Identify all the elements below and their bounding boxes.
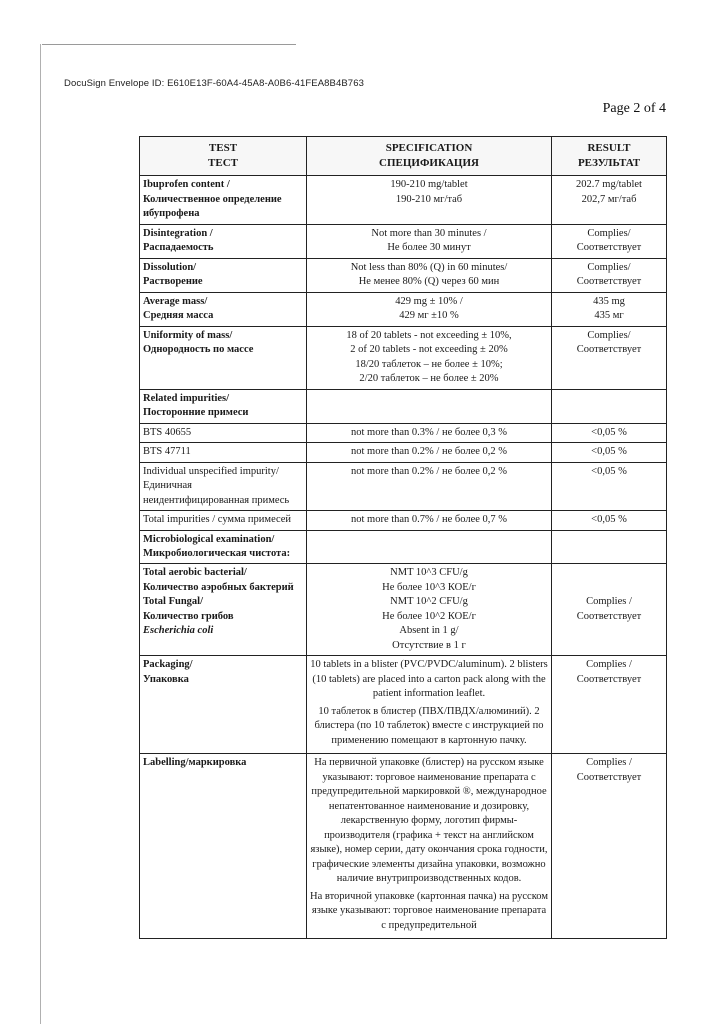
test-label: Единичная (143, 480, 193, 492)
test-label: Related impurities/ (143, 392, 230, 404)
spec-text: Not more than 30 minutes / (371, 227, 487, 239)
result-labelling (552, 754, 667, 939)
spec-text: NMT 10^2 CFU/g (390, 596, 468, 608)
table-row (140, 564, 667, 656)
spec-text: Не более 10^3 КОЕ/г (382, 581, 476, 593)
test-label: Распадаемость (143, 242, 214, 254)
result-uniformity (552, 326, 667, 389)
header-test-ru: ТЕСТ (208, 157, 238, 170)
result-text: 435 mg (593, 295, 625, 307)
spec-text: 2 of 20 tablets - not exceeding ± 20% (350, 344, 508, 356)
spec-ibuprofen (307, 176, 552, 224)
result-text: Complies / (586, 596, 632, 608)
result-individual-impurity: <0,05 % (552, 462, 667, 510)
header-specification (307, 137, 552, 176)
spec-text: 190-210 mg/tablet (390, 179, 468, 191)
spec-uniformity (307, 326, 552, 389)
test-disintegration (140, 224, 307, 258)
test-label: Посторонние примеси (143, 407, 249, 419)
table-row (140, 224, 667, 258)
spec-dissolution (307, 258, 552, 292)
envelope-id: DocuSign Envelope ID: E610E13F-60A4-45A8-A0B6-41FEA8B4B763 (64, 78, 364, 89)
table-row (140, 511, 667, 530)
left-edge-rule (40, 44, 41, 1024)
test-label: Микробиологическая чистота: (143, 548, 291, 559)
test-uniformity (140, 326, 307, 389)
table-row (140, 292, 667, 326)
test-label: неидентифицированная примесь (143, 494, 290, 506)
header-row (140, 137, 667, 176)
spec-text: Не более 30 минут (387, 242, 471, 254)
spec-microbiological (307, 530, 552, 564)
spec-related-impurities (307, 389, 552, 423)
test-label: Упаковка (143, 673, 189, 685)
result-text: Соответствует (576, 673, 642, 685)
result-disintegration (552, 224, 667, 258)
table-row (140, 443, 667, 462)
test-average-mass (140, 292, 307, 326)
table-row (140, 258, 667, 292)
test-label: Individual unspecified impurity/ (143, 465, 279, 477)
result-text: Соответствует (576, 242, 642, 254)
spec-text: Не более 10^2 КОЕ/г (382, 610, 476, 622)
spec-text: На вторичной упаковке (картонная пачка) на русском языке указывают: торговое наименование препарата с предупредительной (310, 890, 548, 931)
result-packaging (552, 656, 667, 754)
spec-text: Не менее 80% (Q) через 60 мин (358, 276, 500, 288)
spec-labelling (307, 754, 552, 939)
result-total-impurities: <0,05 % (552, 511, 667, 530)
header-result (552, 137, 667, 176)
test-label: Количество аэробных бактерий (143, 581, 294, 593)
table-row (140, 530, 667, 564)
test-labelling: Labelling/маркировка (140, 754, 307, 939)
table-row (140, 656, 667, 754)
table-row (140, 462, 667, 510)
test-total-impurities: Total impurities / сумма примесей (140, 511, 307, 530)
test-micro-details (140, 564, 307, 656)
spec-text: 190-210 мг/таб (395, 193, 463, 205)
result-text: Соответствует (576, 276, 642, 288)
result-text: Соответствует (576, 344, 642, 356)
result-average-mass (552, 292, 667, 326)
spec-text: 18/20 таблеток – не более ± 10%; (355, 358, 503, 370)
spec-text: 429 мг ±10 % (399, 310, 459, 322)
header-result-ru: РЕЗУЛЬТАТ (577, 157, 641, 170)
spec-text: 10 tablets in a blister (PVC/PVDC/aluminum). 2 blisters (10 tablets) are placed into a carton pack along with the patient information leaflet. (310, 659, 548, 700)
test-microbiological (140, 530, 307, 564)
result-microbiological (552, 530, 667, 564)
header-result-en: RESULT (587, 142, 631, 154)
test-label: Ibuprofen content / (143, 179, 230, 191)
table-row (140, 326, 667, 389)
spec-text: NMT 10^3 CFU/g (390, 567, 468, 579)
result-text: Complies/ (587, 329, 631, 341)
test-label: Average mass/ (143, 295, 208, 307)
page-number: Page 2 of 4 (602, 101, 666, 116)
spec-bts-40655: not more than 0.3% / не более 0,3 % (307, 423, 552, 442)
test-bts-40655: BTS 40655 (140, 423, 307, 442)
spec-disintegration (307, 224, 552, 258)
spec-text: Absent in 1 g/ (399, 625, 459, 637)
result-micro-details (552, 564, 667, 656)
test-label: Disintegration / (143, 227, 213, 239)
test-label: Total aerobic bacterial/ (143, 567, 247, 579)
specification-table (139, 136, 667, 939)
test-bts-47711: BTS 47711 (140, 443, 307, 462)
test-label: Количественное определение (143, 193, 282, 205)
result-text: Complies/ (587, 227, 631, 239)
spec-micro-details (307, 564, 552, 656)
header-spec-en: SPECIFICATION (385, 142, 473, 154)
spec-average-mass (307, 292, 552, 326)
test-label: Растворение (143, 276, 203, 288)
test-label: Microbiological examination/ (143, 533, 275, 545)
spec-text: 429 mg ± 10% / (395, 295, 463, 307)
header-test-en: TEST (208, 142, 238, 154)
spec-packaging (307, 656, 552, 754)
test-individual-impurity (140, 462, 307, 510)
result-text: Соответствует (576, 610, 642, 622)
spec-text: На первичной упаковке (блистер) на русском языке указывают: торговое наименование препарата с предупредительной маркировкой ®, международное непатентованное наименование и дозировку, лекарственную форму, логотип фирмы-производителя (графика + текст на английском языке), номер серии, дату окончания срока годности, графические элементы дизайна упаковки, возможно наличие внутрипроизводственных кодов. (310, 757, 548, 885)
test-related-impurities (140, 389, 307, 423)
result-text: Complies/ (587, 261, 631, 273)
spec-individual-impurity: not more than 0.2% / не более 0,2 % (307, 462, 552, 510)
table-row (140, 389, 667, 423)
spec-text: 18 of 20 tablets - not exceeding ± 10%, (346, 329, 512, 341)
result-text: 435 мг (594, 310, 624, 322)
table-row (140, 176, 667, 224)
header-test (140, 137, 307, 176)
result-dissolution (552, 258, 667, 292)
result-ibuprofen (552, 176, 667, 224)
test-dissolution (140, 258, 307, 292)
result-text: Соответствует (576, 771, 642, 783)
test-label: Однородность по массе (143, 344, 254, 356)
test-label: Количество грибов (143, 610, 234, 622)
result-bts-47711: <0,05 % (552, 443, 667, 462)
top-edge-rule (42, 44, 296, 45)
test-label: Uniformity of mass/ (143, 329, 233, 341)
spec-total-impurities: not more than 0.7% / не более 0,7 % (307, 511, 552, 530)
spec-text: Not less than 80% (Q) in 60 minutes/ (350, 261, 508, 273)
test-label: Dissolution/ (143, 261, 197, 273)
test-label: Escherichia coli (143, 625, 214, 637)
result-text: 202.7 mg/tablet (576, 179, 642, 191)
test-label: Total Fungal/ (143, 596, 204, 608)
spec-text: 2/20 таблеток – не более ± 20% (359, 373, 499, 385)
table-row (140, 423, 667, 442)
header-spec-ru: СПЕЦИФИКАЦИЯ (379, 157, 479, 170)
result-text: Complies / (586, 757, 632, 769)
spec-text: Отсутствие в 1 г (392, 639, 466, 651)
test-packaging (140, 656, 307, 754)
spec-text: 10 таблеток в блистер (ПВХ/ПВДХ/алюминий). 2 блистера (по 10 таблеток) вместе с инструкцией по применению помещают в картонную пачку. (314, 705, 544, 746)
result-bts-40655: <0,05 % (552, 423, 667, 442)
result-text: Complies / (586, 659, 632, 671)
result-related-impurities (552, 389, 667, 423)
test-label: ибупрофена (143, 208, 200, 220)
result-text: 202,7 мг/таб (581, 193, 637, 205)
spec-bts-47711: not more than 0.2% / не более 0,2 % (307, 443, 552, 462)
test-ibuprofen (140, 176, 307, 224)
table-row (140, 754, 667, 939)
test-label: Packaging/ (143, 659, 193, 671)
test-label: Средняя масса (143, 310, 214, 322)
